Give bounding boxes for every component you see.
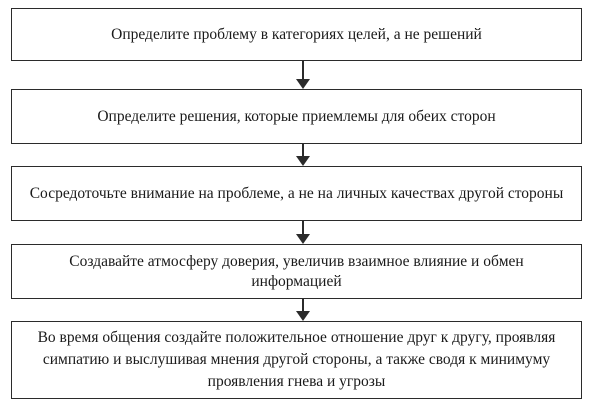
flow-arrow-3 xyxy=(296,221,310,244)
flow-step-4-text: Создавайте атмосферу доверия, увеличив взаимное влияние и обмен информацией xyxy=(69,252,524,290)
flow-arrow-2 xyxy=(296,144,310,166)
arrow-down-icon xyxy=(296,79,310,89)
flow-step-3-text: Сосредоточьте внимание на проблеме, а не на личных качествах другой стороны xyxy=(29,184,564,202)
flow-step-2-text: Определите решения, которые приемлемы для обеих сторон xyxy=(97,107,496,125)
flow-step-5-text: Во время общения создайте положительное отношение друг к другу, проявляя симпатию и выслушивая мнения другой стороны, а также сводя к минимуму проявления гнева и угрозы xyxy=(37,329,556,390)
arrow-down-icon xyxy=(296,234,310,244)
flow-step-1-box xyxy=(11,8,582,61)
flow-arrow-4 xyxy=(296,299,310,321)
flow-step-4-box xyxy=(11,244,582,299)
arrow-down-icon xyxy=(296,311,310,321)
flow-step-1-text: Определите проблему в категориях целей, а не решений xyxy=(111,25,482,43)
flow-arrow-1 xyxy=(296,61,310,89)
flow-step-2-box xyxy=(11,89,582,144)
flow-step-3-box xyxy=(11,166,582,221)
arrow-down-icon xyxy=(296,156,310,166)
flow-step-5-box xyxy=(11,321,582,399)
